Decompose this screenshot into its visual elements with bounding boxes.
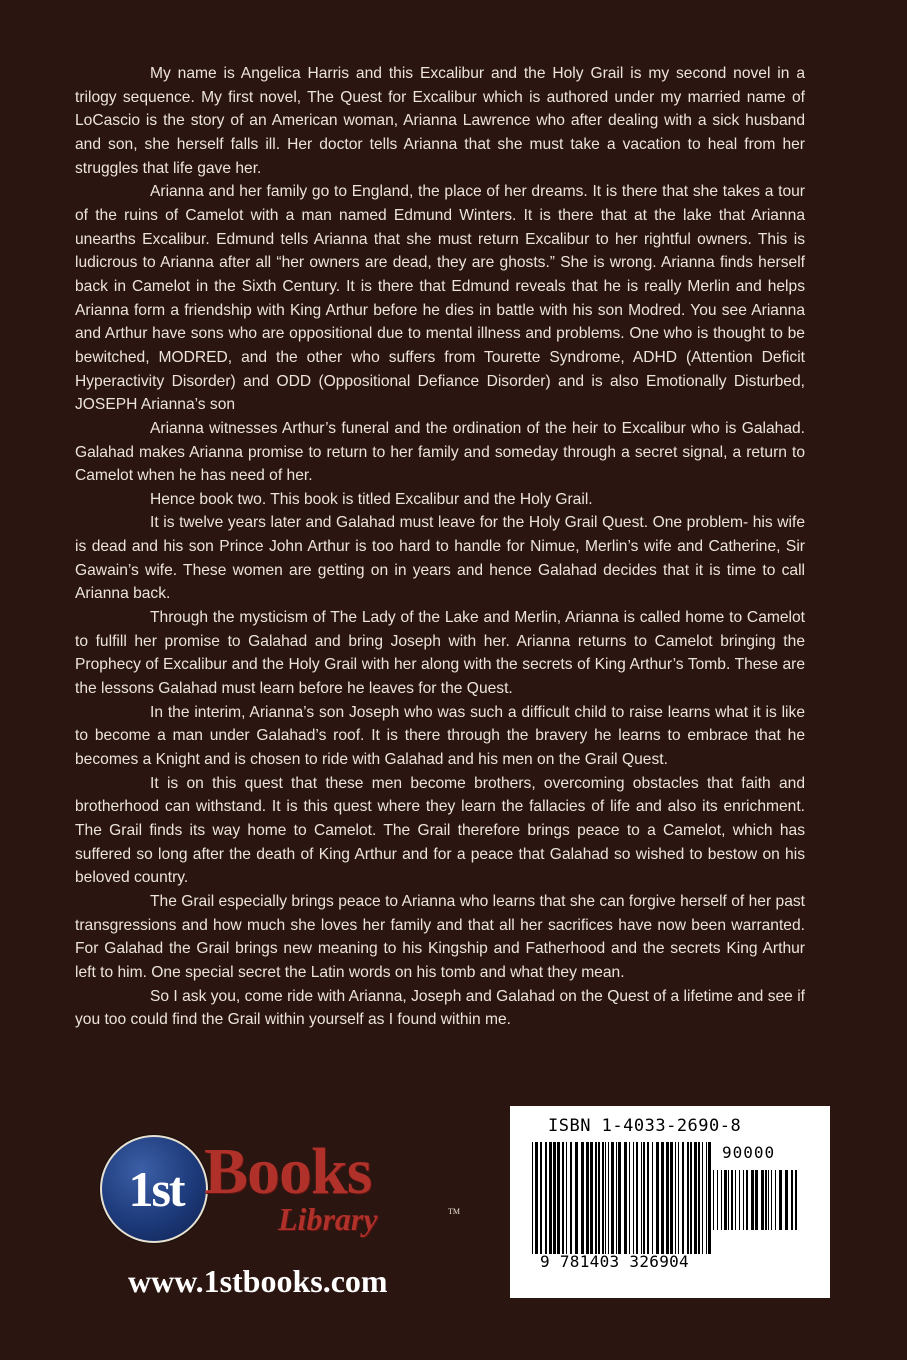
barcode-panel — [510, 1106, 830, 1298]
price-code-text: 90000 — [722, 1143, 776, 1162]
logo-library-word: Library — [278, 1201, 378, 1237]
addon-barcode — [713, 1170, 799, 1260]
blurb-paragraph: So I ask you, come ride with Arianna, Joseph and Galahad on the Quest of a lifetime and see if you too could find the Grail within yourself as I found within me. — [75, 987, 805, 1029]
blurb-paragraph: Arianna and her family go to England, the place of her dreams. It is there that she takes a tour of the ruins of Camelot with a man named Edmund Winters. It is there that at the lake that Arianna unearths Excalibur. Edmund tells Arianna that she must return Excalibur to her rightful owners. This is ludicrous to Arianna after all “her owners are dead, they are ghosts.” She is wrong. Arianna finds herself back in Camelot in the Sixth Century. It is there that Edmund reveals that he is really Merlin and helps Arianna form a friendship with King Arthur before he dies in battle with his son Modred. You see Arianna and Arthur have sons who are oppositional due to mental illness and problems. One who is thought to be bewitched, MODRED, and the other who suffers from Tourette Syndrome, ADHD (Attention Deficit Hyperactivity Disorder) and ODD (Oppositional Defiance Disorder) and is also Emotionally Disturbed, JOSEPH Arianna’s son — [75, 183, 805, 414]
blurb-paragraph: It is on this quest that these men become brothers, overcoming obstacles that faith and brotherhood can withstand. It is this quest where they learn the fallacies of life and also its enrichment. The Grail finds its way home to Camelot. The Grail therefore brings peace to a Camelot, which has suffered so long after the death of King Arthur and for a peace that Galahad so wished to bestow on his beloved country. — [75, 774, 805, 887]
logo-books-word: Books — [204, 1135, 372, 1208]
blurb-paragraph: It is twelve years later and Galahad must leave for the Holy Grail Quest. One problem- his wife is dead and his son Prince John Arthur is too hard to handle for Nimue, Merlin’s wife and Catherine, Sir Gawain’s wife. These women are getting on in years and hence Galahad decides that it is time to call Arianna back. — [75, 514, 805, 603]
blurb-paragraph: In the interim, Arianna’s son Joseph who was such a difficult child to raise learns what it is like to become a man under Galahad’s roof. It is there through the bravery he learns to embrace that he becomes a Knight and is chosen to ride with Galahad and his men on the Grail Quest. — [75, 703, 805, 769]
ean-barcode — [532, 1142, 714, 1260]
blurb-paragraph: Through the mysticism of The Lady of the Lake and Merlin, Arianna is called home to Camelot to fulfill her promise to Galahad and bring Joseph with her. Arianna returns to Camelot bringing the Prophecy of Excalibur and the Holy Grail with her along with the secrets of King Arthur’s Tomb. These are the lessons Galahad must learn before he leaves for the Quest. — [75, 609, 805, 698]
blurb-paragraph: Hence book two. This book is titled Excalibur and the Holy Grail. — [150, 490, 593, 508]
publisher-logo — [100, 1135, 460, 1245]
back-cover-blurb — [75, 62, 805, 1032]
blurb-paragraph: The Grail especially brings peace to Arianna who learns that she can forgive herself of her past transgressions and how much she loves her family and that all her sacrifices have now been warranted. For Galahad the Grail brings new meaning to his Kingship and Fatherhood and the secrets King Arthur left to him. One special secret the Latin words on his tomb and what they mean. — [75, 892, 805, 981]
logo-number: 1st — [128, 1161, 184, 1217]
blurb-paragraph: My name is Angelica Harris and this Excalibur and the Holy Grail is my second novel in a trilogy sequence. My first novel, The Quest for Excalibur which is authored under my married name of LoCascio is the story of an American woman, Arianna Lawrence who after dealing with a sick husband and son, she herself falls ill. Her doctor tells Arianna that she must take a vacation to heal from her struggles that life gave her. — [75, 65, 805, 177]
logo-circle-badge — [100, 1135, 208, 1243]
publisher-website: www.1stbooks.com — [128, 1263, 388, 1299]
isbn-text: ISBN 1-4033-2690-8 — [548, 1116, 742, 1136]
logo-trademark: TM — [448, 1207, 460, 1216]
ean-digits-text: 9 781403 326904 — [540, 1252, 689, 1271]
blurb-paragraph: Arianna witnesses Arthur’s funeral and the ordination of the heir to Excalibur who is Galahad. Galahad makes Arianna promise to return to her family and someday through a secret signal, a return to Camelot when he has need of her. — [75, 419, 805, 485]
